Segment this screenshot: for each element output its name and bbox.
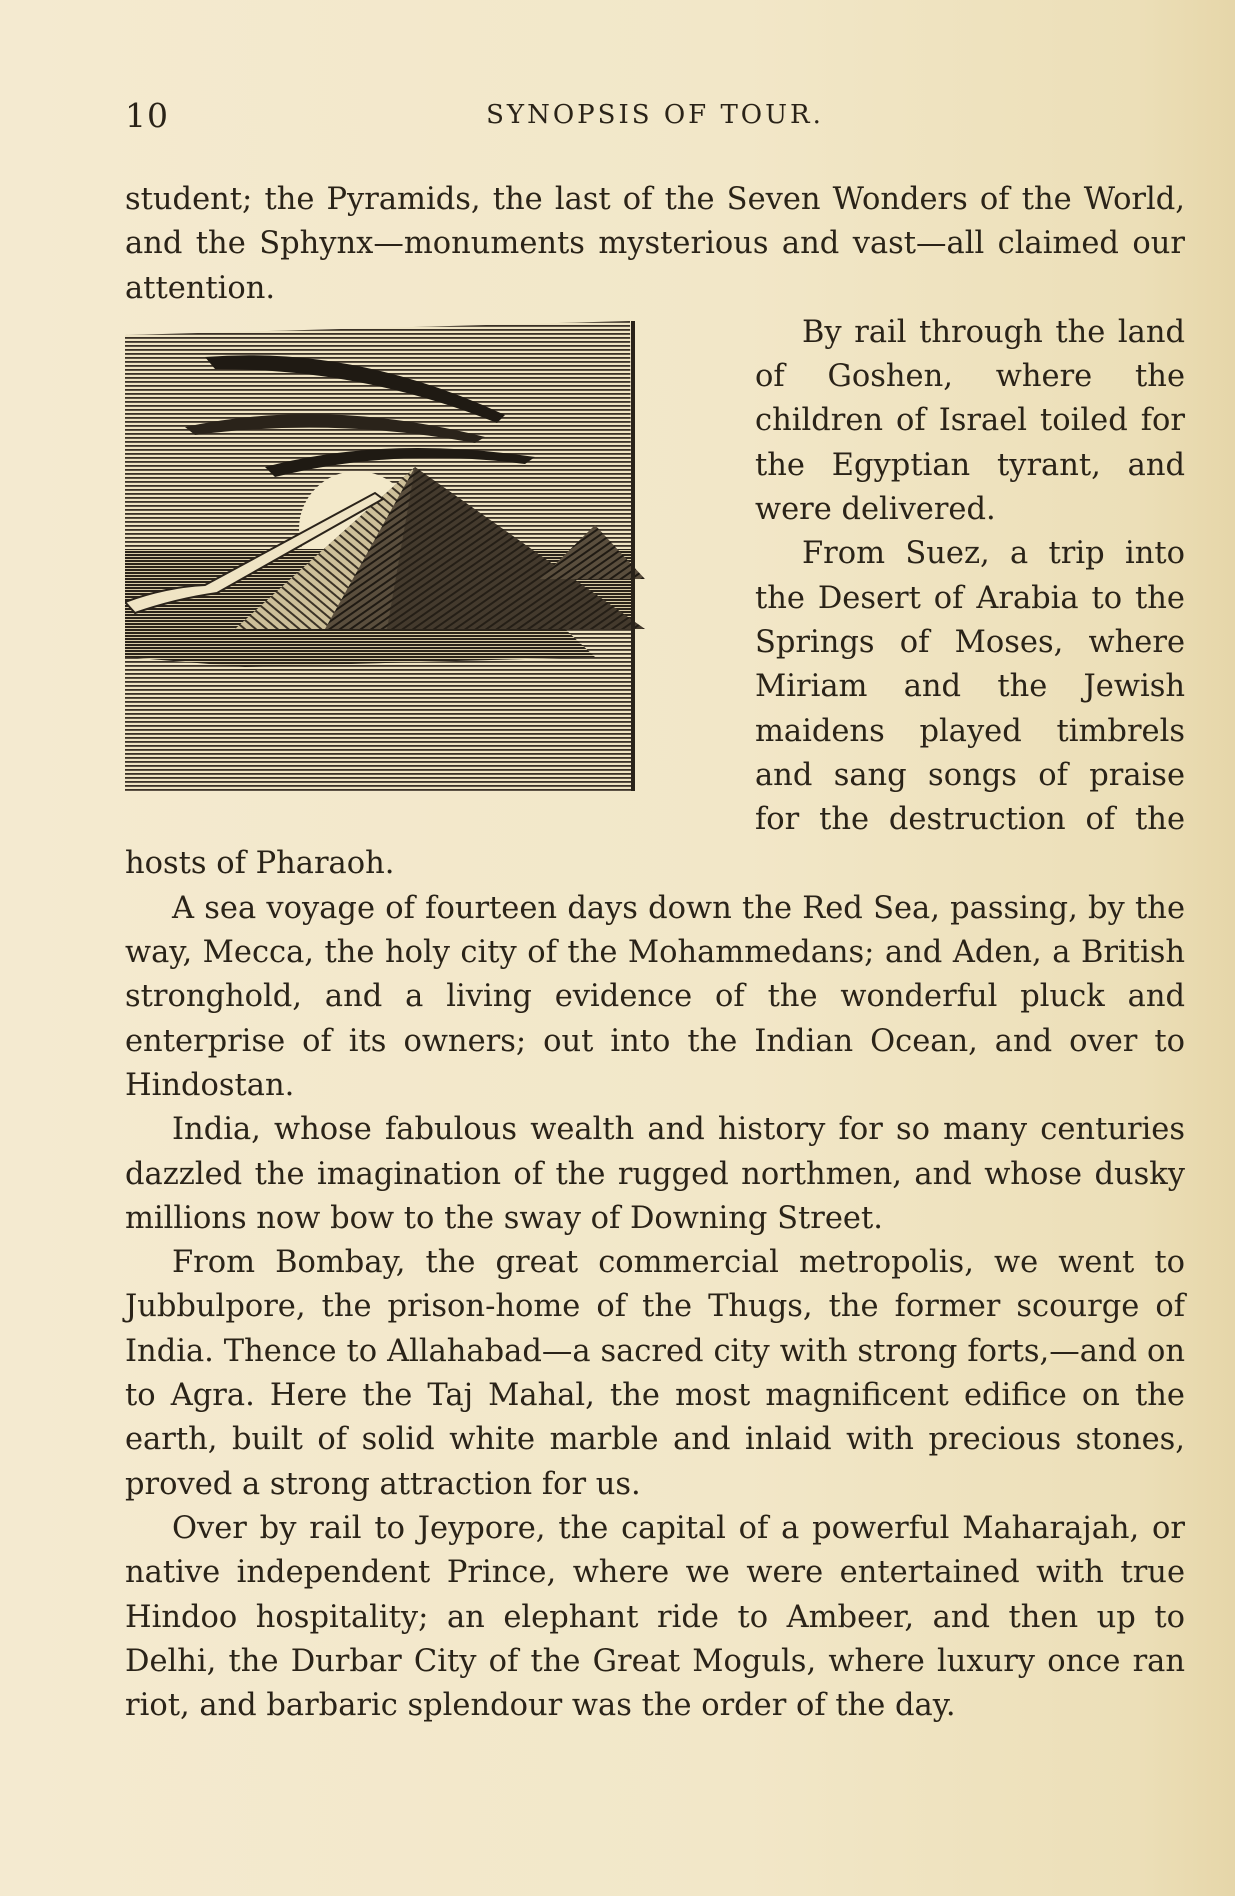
pyramids-engraving-icon [125, 317, 737, 791]
paragraph-3: From Suez, a trip into the Desert of Arabia to the Springs of Moses, where Miriam and the Jewish maidens played timbrels and sang songs of praise for the destruction of the hosts of Pharaoh. [125, 536, 1185, 882]
page-header [125, 96, 1185, 146]
paragraph-4: A sea voyage of fourteen days down the Red Sea, passing, by the way, Mecca, the holy city of the Mohammedans; and Aden, a British stronghold, and a living evidence of the wonderful pluck and enterprise of its owners; out into the Indian Ocean, and over to Hindostan. [125, 890, 1185, 1103]
paragraph-1: student; the Pyramids, the last of the Seven Wonders of the World, and the Sphynx—monuments mysterious and vast—all claimed our attention. [125, 182, 1185, 306]
paragraph-7: Over by rail to Jeypore, the capital of a powerful Maharajah, or native independent Prince, where we were entertained with true Hindoo hospitality; an elephant ride to Ambeer, and then up to Delhi, the Durbar City of the Great Moguls, where luxury once ran riot, and barbaric splendour was the order of the day. [125, 1510, 1185, 1724]
page-number: 10 [125, 96, 169, 135]
page-body [125, 178, 1185, 1728]
pyramids-engraving-figure [125, 317, 737, 791]
running-head: SYNOPSIS OF TOUR. [486, 100, 824, 130]
paragraph-6: From Bombay, the great commercial metropolis, we went to Jubbulpore, the prison-home of the Thugs, the former scourge of India. Thence to Allahabad—a sacred city with strong forts,—and on to Agra. Here the Taj Mahal, the most magnificent edifice on the earth, built of solid white marble and inlaid with precious stones, proved a strong attraction for us. [125, 1245, 1185, 1502]
paragraph-5: India, whose fabulous wealth and history for so many centuries dazzled the imagination of the rugged northmen, and whose dusky millions now bow to the sway of Downing Street. [125, 1112, 1185, 1236]
paragraph-2: By rail through the land of Goshen, where the children of Israel toiled for the Egyptian tyrant, and were delivered. [755, 314, 1185, 528]
